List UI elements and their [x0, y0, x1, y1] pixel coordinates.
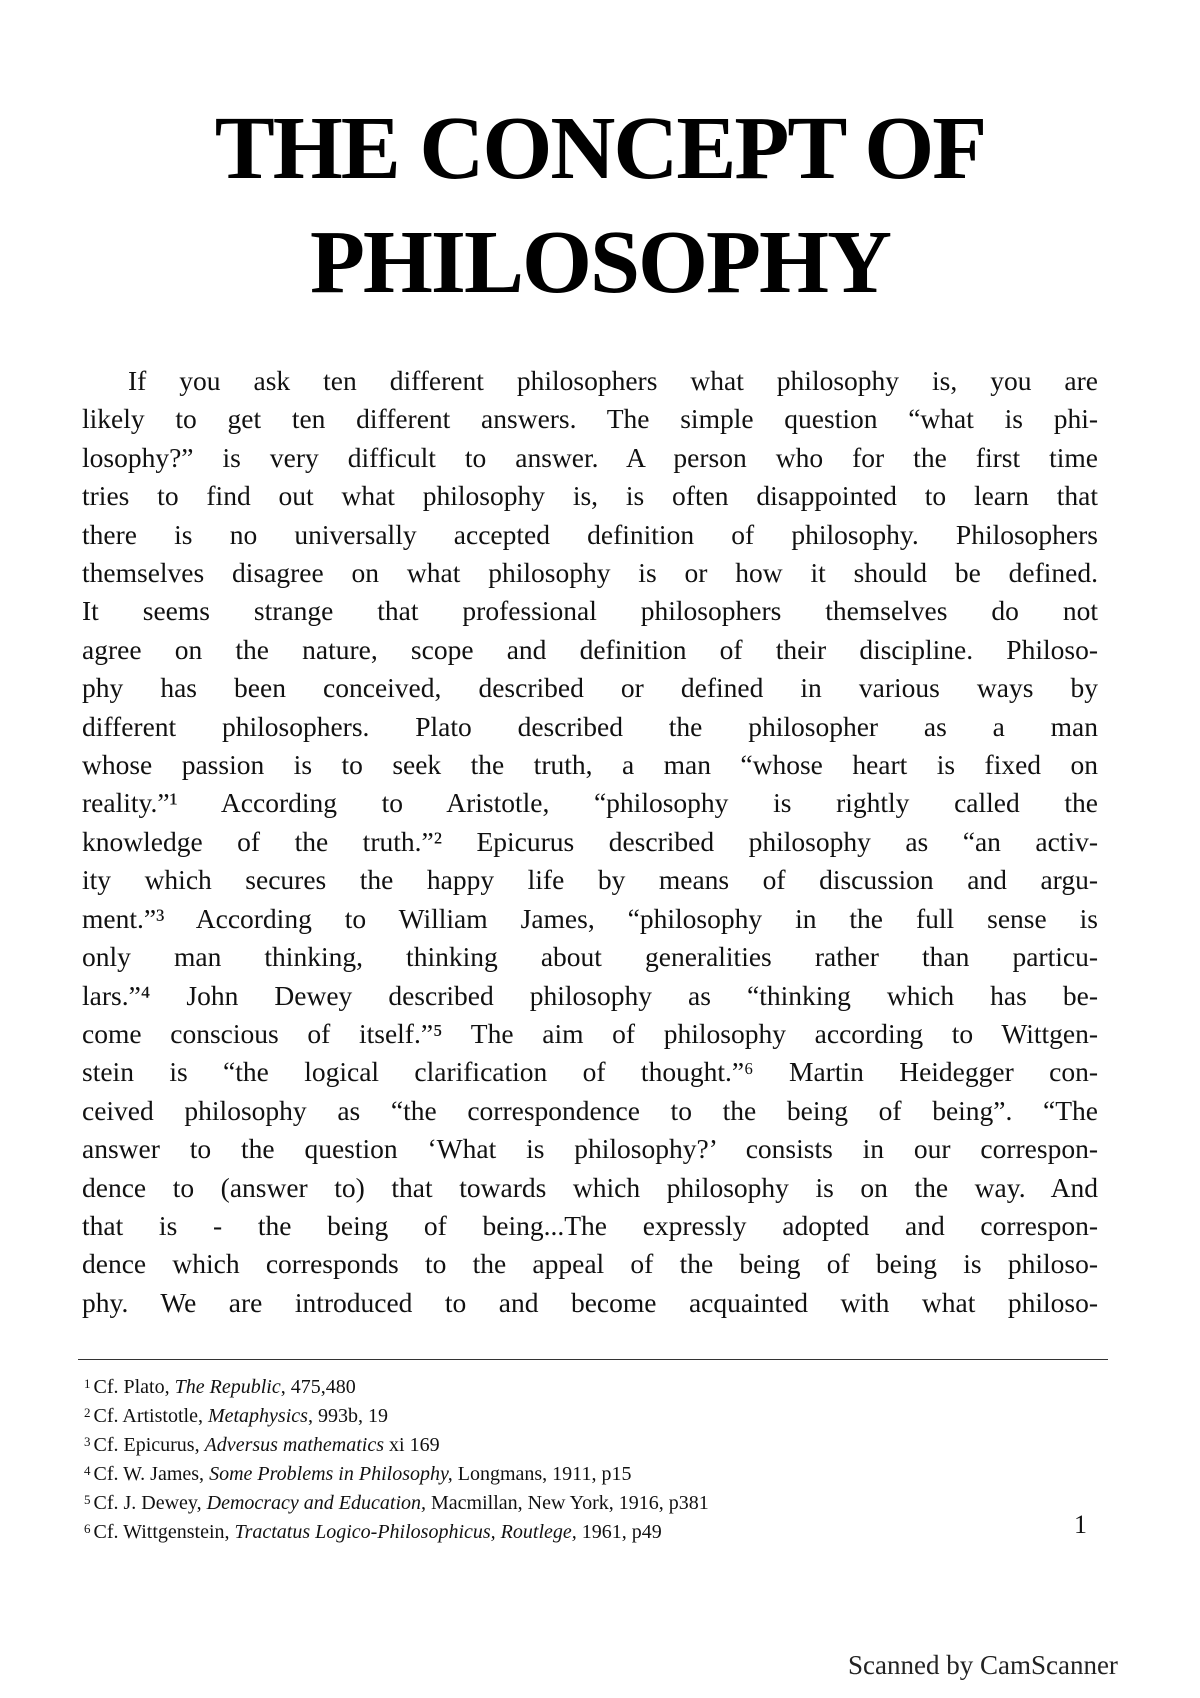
- footnote-number: 3: [84, 1434, 91, 1449]
- footnotes: [84, 1371, 1084, 1545]
- body-line: come conscious of itself.”⁵ The aim of philosophy according to Wittgen-: [82, 1017, 1098, 1049]
- footnote-prefix: Cf. Artistotle,: [93, 1405, 208, 1427]
- footnote-5: [84, 1487, 1084, 1516]
- footnote-work: Democracy and Education,: [206, 1492, 427, 1514]
- body-line: dence to (answer to) that towards which philosophy is on the way. And: [82, 1171, 1098, 1203]
- footnote-number: 6: [84, 1521, 91, 1536]
- footnote-6: [84, 1516, 1084, 1545]
- footnote-suffix: Longmans, 1911, p15: [452, 1463, 632, 1485]
- body-line: knowledge of the truth.”² Epicurus described philosophy as “an activ-: [82, 825, 1098, 857]
- body-line: stein is “the logical clarification of thought.”⁶ Martin Heidegger con-: [82, 1056, 1098, 1088]
- body-line: phy has been conceived, described or defined in various ways by: [82, 672, 1098, 704]
- body-line: likely to get ten different answers. The simple question “what is phi-: [82, 403, 1098, 435]
- footnote-prefix: Cf. Wittgenstein,: [93, 1521, 235, 1543]
- body-paragraph: [82, 362, 1098, 1322]
- footnote-number: 1: [84, 1376, 91, 1391]
- footnote-work: Metaphysics: [207, 1405, 308, 1427]
- footnote-2: [84, 1400, 1084, 1429]
- body-line: only man thinking, thinking about generalities rather than particu-: [82, 941, 1098, 973]
- footnote-suffix: , 993b, 19: [307, 1405, 388, 1427]
- body-line: losophy?” is very difficult to answer. A person who for the first time: [82, 441, 1098, 473]
- chapter-title-line-1: THE CONCEPT OF: [214, 99, 986, 198]
- body-line: whose passion is to seek the truth, a man “whose heart is fixed on: [82, 749, 1098, 781]
- footnote-divider: [78, 1359, 1108, 1360]
- footnote-prefix: Cf. W. James,: [93, 1463, 210, 1485]
- chapter-title-line-2: PHILOSOPHY: [309, 213, 891, 312]
- footnote-work: Some Problems in Philosophy,: [209, 1463, 453, 1485]
- body-line: dence which corresponds to the appeal of the being of being is philoso-: [82, 1248, 1098, 1280]
- footnote-4: [84, 1458, 1084, 1487]
- body-line: ment.”³ According to William James, “philosophy in the full sense is: [82, 902, 1098, 934]
- body-line: reality.”¹ According to Aristotle, “philosophy is rightly called the: [82, 787, 1098, 819]
- body-line: answer to the question ‘What is philosophy?’ consists in our correspon-: [82, 1133, 1098, 1165]
- page-number: 1: [1074, 1510, 1087, 1539]
- footnote-prefix: Cf. Epicurus,: [93, 1434, 205, 1456]
- body-line: ity which secures the happy life by means of discussion and argu-: [82, 864, 1098, 896]
- body-line: themselves disagree on what philosophy is or how it should be defined.: [82, 557, 1098, 589]
- body-line: lars.”⁴ John Dewey described philosophy as “thinking which has be-: [82, 979, 1098, 1011]
- footnote-suffix: xi 169: [384, 1434, 440, 1456]
- footnote-number: 4: [84, 1463, 91, 1478]
- body-line: agree on the nature, scope and definition of their discipline. Philoso-: [82, 633, 1098, 665]
- body-line: It seems strange that professional philosophers themselves do not: [82, 595, 1098, 627]
- footnote-suffix: , 475,480: [280, 1376, 356, 1398]
- footnote-number: 5: [84, 1492, 91, 1507]
- chapter-title: [0, 92, 1200, 320]
- body-line: phy. We are introduced to and become acquainted with what philoso-: [82, 1286, 1098, 1318]
- footnote-prefix: Cf. Plato,: [93, 1376, 175, 1398]
- body-line: ceived philosophy as “the correspondence to the being of being”. “The: [82, 1094, 1098, 1126]
- body-line: If you ask ten different philosophers what philosophy is, you are: [128, 365, 1098, 396]
- footnote-prefix: Cf. J. Dewey,: [93, 1492, 207, 1514]
- scanner-watermark: Scanned by CamScanner: [848, 1650, 1118, 1680]
- footnote-work: Adversus mathematics: [204, 1434, 385, 1456]
- body-line: different philosophers. Plato described the philosopher as a man: [82, 710, 1098, 742]
- body-line: there is no universally accepted definition of philosophy. Philosophers: [82, 518, 1098, 550]
- footnote-number: 2: [84, 1405, 91, 1420]
- body-line: tries to find out what philosophy is, is often disappointed to learn that: [82, 480, 1098, 512]
- footnote-work: Tractatus Logico-Philosophicus, Routlege,: [234, 1521, 577, 1543]
- footnote-suffix: Macmillan, New York, 1916, p381: [426, 1492, 709, 1514]
- body-line: that is - the being of being...The expressly adopted and correspon-: [82, 1209, 1098, 1241]
- footnote-work: The Republic: [174, 1376, 281, 1398]
- footnote-suffix: 1961, p49: [576, 1521, 662, 1543]
- footnote-3: [84, 1429, 1084, 1458]
- footnote-1: [84, 1371, 1084, 1400]
